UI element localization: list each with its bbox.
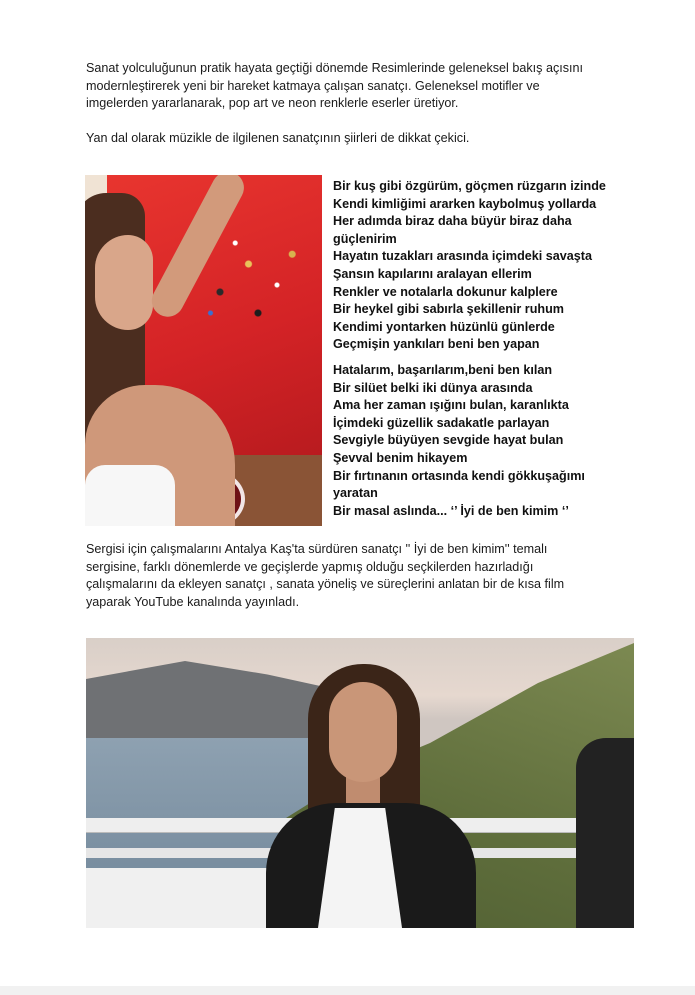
exhibition-line: sergisine, farklı dönemlerde ve geçişlerde yapmış olduğu seçkilerden hazırladığı xyxy=(86,559,534,574)
artist-face xyxy=(95,235,153,330)
intro-line: modernleştirerek yeni bir hareket katmaya çalışan sanatçı. Geleneksel motifler ve xyxy=(86,78,540,93)
exhibition-line: yaparak YouTube kanalında yayınladı. xyxy=(86,594,300,609)
artist-portrait-kas-photo xyxy=(86,638,634,928)
exhibition-paragraph xyxy=(86,541,626,611)
background-person xyxy=(576,738,634,928)
intro-line: Sanat yolculuğunun pratik hayata geçtiği dönemde Resimlerinde geleneksel bakış açısını xyxy=(86,61,584,75)
painting-artist-photo xyxy=(85,175,322,526)
poem-line: Hayatın tuzakları arasında içimdeki savaşta xyxy=(333,249,593,264)
poem-line: Şansın kapılarını aralayan ellerim xyxy=(333,266,532,281)
poem-line: İçimdeki güzellik sadakatle parlayan xyxy=(333,415,550,430)
music-line: Yan dal olarak müzikle de ilgilenen sanatçının şiirleri de dikkat çekici. xyxy=(86,131,470,145)
poem-line: Geçmişin yankıları beni ben yapan xyxy=(333,337,540,352)
poem-line: Bir masal aslında... ‘’ İyi de ben kimim ‘’ xyxy=(333,503,569,518)
exhibition-line: Sergisi için çalışmalarını Antalya Kaş'ta sürdüren sanatçı '' İyi de ben kimim'' temalı xyxy=(86,542,548,556)
poem-line: Bir heykel gibi sabırla şekillenir ruhum xyxy=(333,302,564,317)
poem-line: Bir fırtınanın ortasında kendi gökkuşağımı xyxy=(333,468,585,483)
poem-line: Renkler ve notalarla dokunur kalplere xyxy=(333,284,558,299)
poem-line: yaratan xyxy=(333,486,378,501)
music-paragraph xyxy=(86,130,626,148)
poem-line: Kendimi yontarken hüzünlü günlerde xyxy=(333,319,555,334)
intro-paragraph xyxy=(86,60,626,113)
page-bottom-edge xyxy=(0,986,695,995)
poem-line: Kendi kimliğimi ararken kaybolmuş yollarda xyxy=(333,196,597,211)
intro-line: imgelerden yararlanarak, pop art ve neon renklerle eserler üretiyor. xyxy=(86,96,459,110)
white-table xyxy=(86,868,286,928)
poem-line: Hatalarım, başarılarım,beni ben kılan xyxy=(333,362,553,377)
poem-line: güçlenirim xyxy=(333,231,397,246)
artist-top xyxy=(85,465,175,526)
poem-line: Sevgiyle büyüyen sevgide hayat bulan xyxy=(333,433,564,448)
poem-stanza-2 xyxy=(333,362,633,520)
poem-line: Her adımda biraz daha büyür biraz daha xyxy=(333,214,572,229)
poem-line: Bir kuş gibi özgürüm, göçmen rüzgarın izinde xyxy=(333,179,606,193)
poem-line: Şevval benim hikayem xyxy=(333,450,468,465)
poem-stanza-1 xyxy=(333,178,633,354)
poem xyxy=(333,178,633,520)
exhibition-line: çalışmalarını da ekleyen sanatçı , sanata yöneliş ve süreçlerini anlatan bir de kısa film xyxy=(86,577,565,591)
poem-line: Bir silüet belki iki dünya arasında xyxy=(333,380,533,395)
poem-line: Ama her zaman ışığını bulan, karanlıkta xyxy=(333,398,569,413)
woman-face xyxy=(329,682,397,782)
